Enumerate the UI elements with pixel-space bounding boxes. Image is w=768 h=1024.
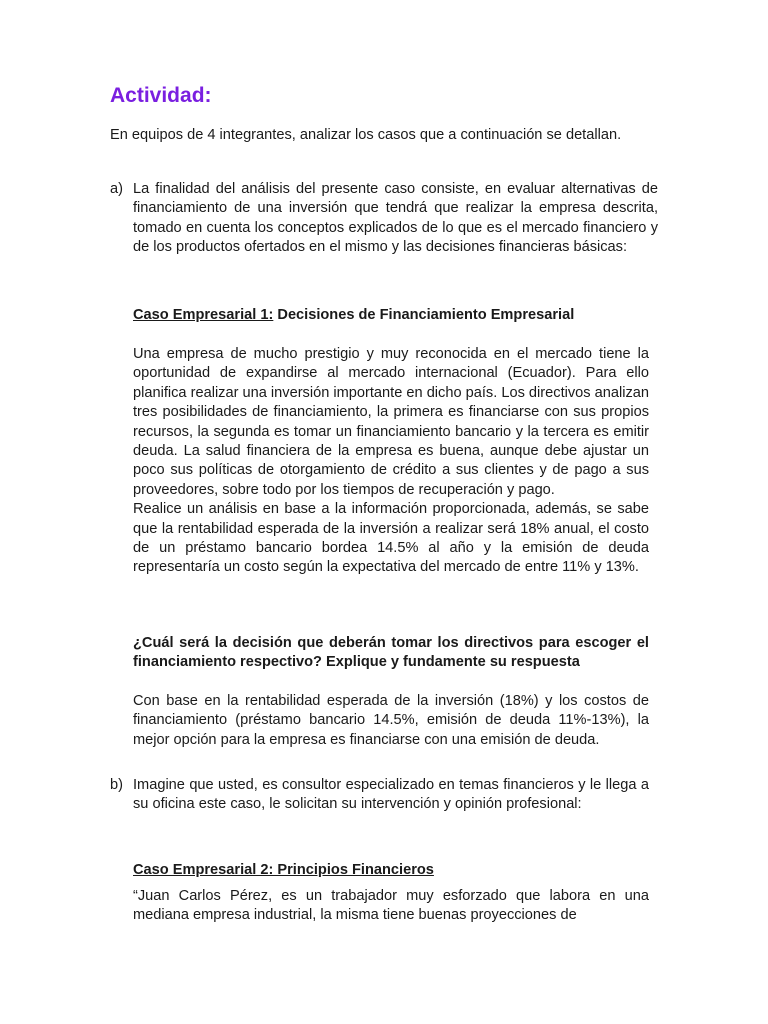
case-1-title xyxy=(133,306,574,325)
case-1-label: Caso Empresarial 1: xyxy=(133,307,274,323)
case-1-paragraph-2: Realice un análisis en base a la información proporcionada, además, se sabe que la rentabilidad esperada de la inversión a realizar será 18% anual, el costo de un préstamo bancario bordea 14.5% al año y la emisión de deuda representaría un costo según la expectativa del mercado de entre 11% y 13%. xyxy=(133,501,649,576)
case-2-label: Caso Empresarial 2: Principios Financieros xyxy=(133,862,434,878)
case-1-name: Decisiones de Financiamiento Empresarial xyxy=(273,307,575,323)
section-b-text: Imagine que usted, es consultor especializado en temas financieros y le llega a su oficina este caso, le solicitan su intervención y opinión profesional: xyxy=(133,777,649,813)
case-2-paragraph-1: “Juan Carlos Pérez, es un trabajador muy esforzado que labora en una mediana empresa industrial, la misma tiene buenas proyecciones de xyxy=(133,888,649,924)
case-1-question: ¿Cuál será la decisión que deberán tomar los directivos para escoger el financiamiento respectivo? Explique y fundamente su respuesta xyxy=(133,635,649,671)
case-1-answer: Con base en la rentabilidad esperada de la inversión (18%) y los costos de financiamiento (préstamo bancario 14.5%, emisión de deuda 11%-13%), la mejor opción para la empresa es financiarse con una emisión de deuda. xyxy=(133,693,649,748)
list-marker-a: a) xyxy=(110,181,123,197)
case-1-body xyxy=(133,345,649,578)
page-title: Actividad: xyxy=(110,84,212,107)
list-marker-b: b) xyxy=(110,777,123,793)
case-2-title xyxy=(133,861,434,880)
section-a-text: La finalidad del análisis del presente caso consiste, en evaluar alternativas de financiamiento de una inversión que tendrá que realizar la empresa descrita, tomado en cuenta los conceptos explicados de lo que es el mercado financiero y de los productos ofertados en el mismo y las decisiones financieras básicas: xyxy=(133,181,658,256)
intro-paragraph: En equipos de 4 integrantes, analizar los casos que a continuación se detallan. xyxy=(110,127,622,143)
case-1-paragraph-1: Una empresa de mucho prestigio y muy reconocida en el mercado tiene la oportunidad de expandirse al mercado internacional (Ecuador). Para ello planifica realizar una inversión importante en dicho país. Los directivos analizan tres posibilidades de financiamiento, la primera es financiarse con sus propios recursos, la segunda es tomar un financiamiento bancario y la tercera es emitir deuda. La salud financiera de la empresa es buena, aunque debe ajustar un poco sus políticas de otorgamiento de crédito a sus clientes y de pago a sus proveedores, sobre todo por los tiempos de recuperación y pago. xyxy=(133,346,649,498)
